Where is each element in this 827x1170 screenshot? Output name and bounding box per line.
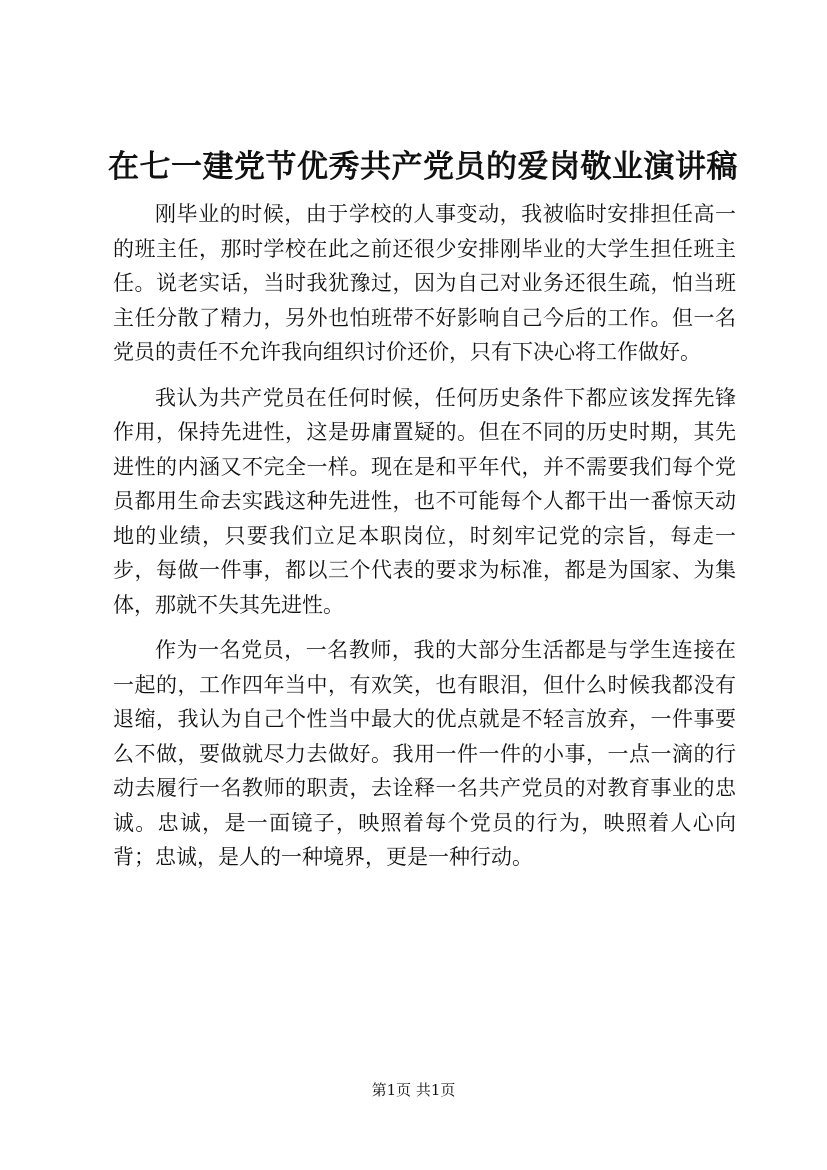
paragraph-2: 我认为共产党员在任何时候，任何历史条件下都应该发挥先锋作用，保持先进性，这是毋庸置疑的。但在不同的历史时期，其先进性的内涵又不完全一样。现在是和平年代，并不需要我们每个党员都用生命去实践这种先进性，也不可能每个人都干出一番惊天动地的业绩，只要我们立足本职岗位，时刻牢记党的宗旨，每走一步，每做一件事，都以三个代表的要求为标准，都是为国家、为集体，那就不失其先进性。 xyxy=(113,385,736,617)
document-body xyxy=(113,197,736,875)
paragraph-1: 刚毕业的时候，由于学校的人事变动，我被临时安排担任高一的班主任，那时学校在此之前还很少安排刚毕业的大学生担任班主任。说老实话，当时我犹豫过，因为自己对业务还很生疏，怕当班主任分散了精力，另外也怕班带不好影响自己今后的工作。但一名党员的责任不允许我向组织讨价还价，只有下决心将工作做好。 xyxy=(113,202,736,364)
paragraph-3: 作为一名党员，一名教师，我的大部分生活都是与学生连接在一起的，工作四年当中，有欢笑，也有眼泪，但什么时候我都没有退缩，我认为自己个性当中最大的优点就是不轻言放弃，一件事要么不做，要做就尽力去做好。我用一件一件的小事，一点一滴的行动去履行一名教师的职责，去诠释一名共产党员的对教育事业的忠诚。忠诚，是一面镜子，映照着每个党员的行为，映照着人心向背；忠诚，是人的一种境界，更是一种行动。 xyxy=(113,638,736,869)
page-footer: 第1页 共1页 xyxy=(371,1081,456,1099)
document-title: 在七一建党节优秀共产党员的爱岗敬业演讲稿 xyxy=(108,149,738,185)
